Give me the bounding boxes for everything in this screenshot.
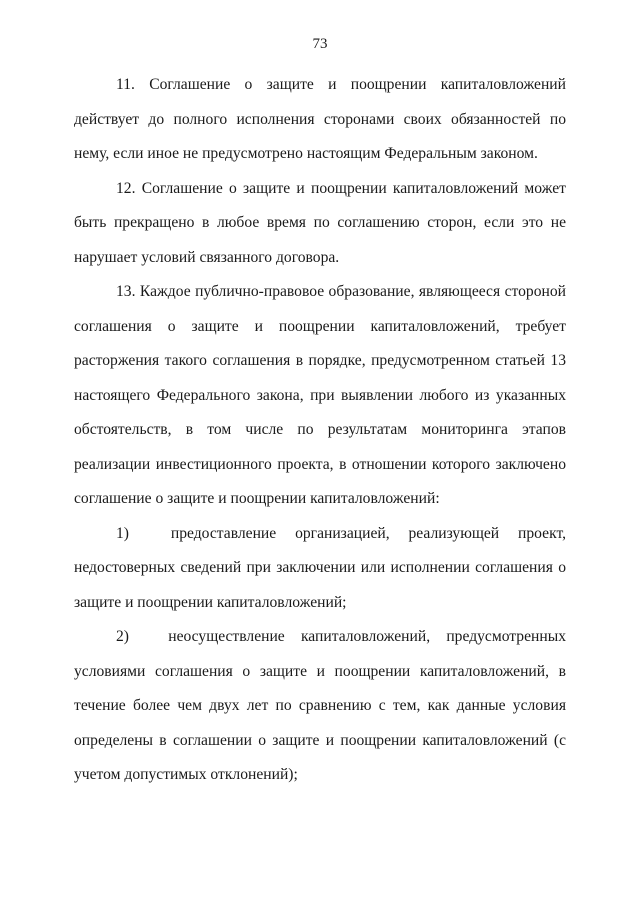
list-item-2 bbox=[74, 620, 566, 793]
document-body bbox=[74, 68, 566, 793]
paragraph-12: 12. Соглашение о защите и поощрении капиталовложений может быть прекращено в любое время по соглашению сторон, если это не нарушает условий связанного договора. bbox=[74, 179, 566, 266]
list-item-number: 1) bbox=[116, 524, 129, 542]
list-item-text: предоставление организацией, реализующей проект, недостоверных сведений при заключении или исполнении соглашения о защите и поощрении капиталовложений; bbox=[74, 524, 566, 611]
paragraph-13: 13. Каждое публично-правовое образование, являющееся стороной соглашения о защите и поощрении капиталовложений, требует расторжения такого соглашения в порядке, предусмотренном статьей 13 настоящего Федерального закона, при выявлении любого из указанных обстоятельств, в том числе по результатам мониторинга этапов реализации инвестиционного проекта, в отношении которого заключено соглашение о защите и поощрении капиталовложений: bbox=[74, 283, 566, 507]
list-item-number: 2) bbox=[116, 628, 129, 645]
paragraph-11: 11. Соглашение о защите и поощрении капиталовложений действует до полного исполнения сторонами своих обязанностей по нему, если иное не предусмотрено настоящим Федеральным законом. bbox=[74, 76, 566, 162]
list-item-text: неосуществление капиталовложений, предусмотренных условиями соглашения о защите и поощрении капиталовложений, в течение более чем двух лет по сравнению с тем, как данные условия определены в соглашении о защите и поощрении капиталовложений (с учетом допустимых отклонений); bbox=[74, 628, 566, 783]
page-number: 73 bbox=[312, 36, 328, 52]
list-item-1 bbox=[74, 517, 566, 621]
